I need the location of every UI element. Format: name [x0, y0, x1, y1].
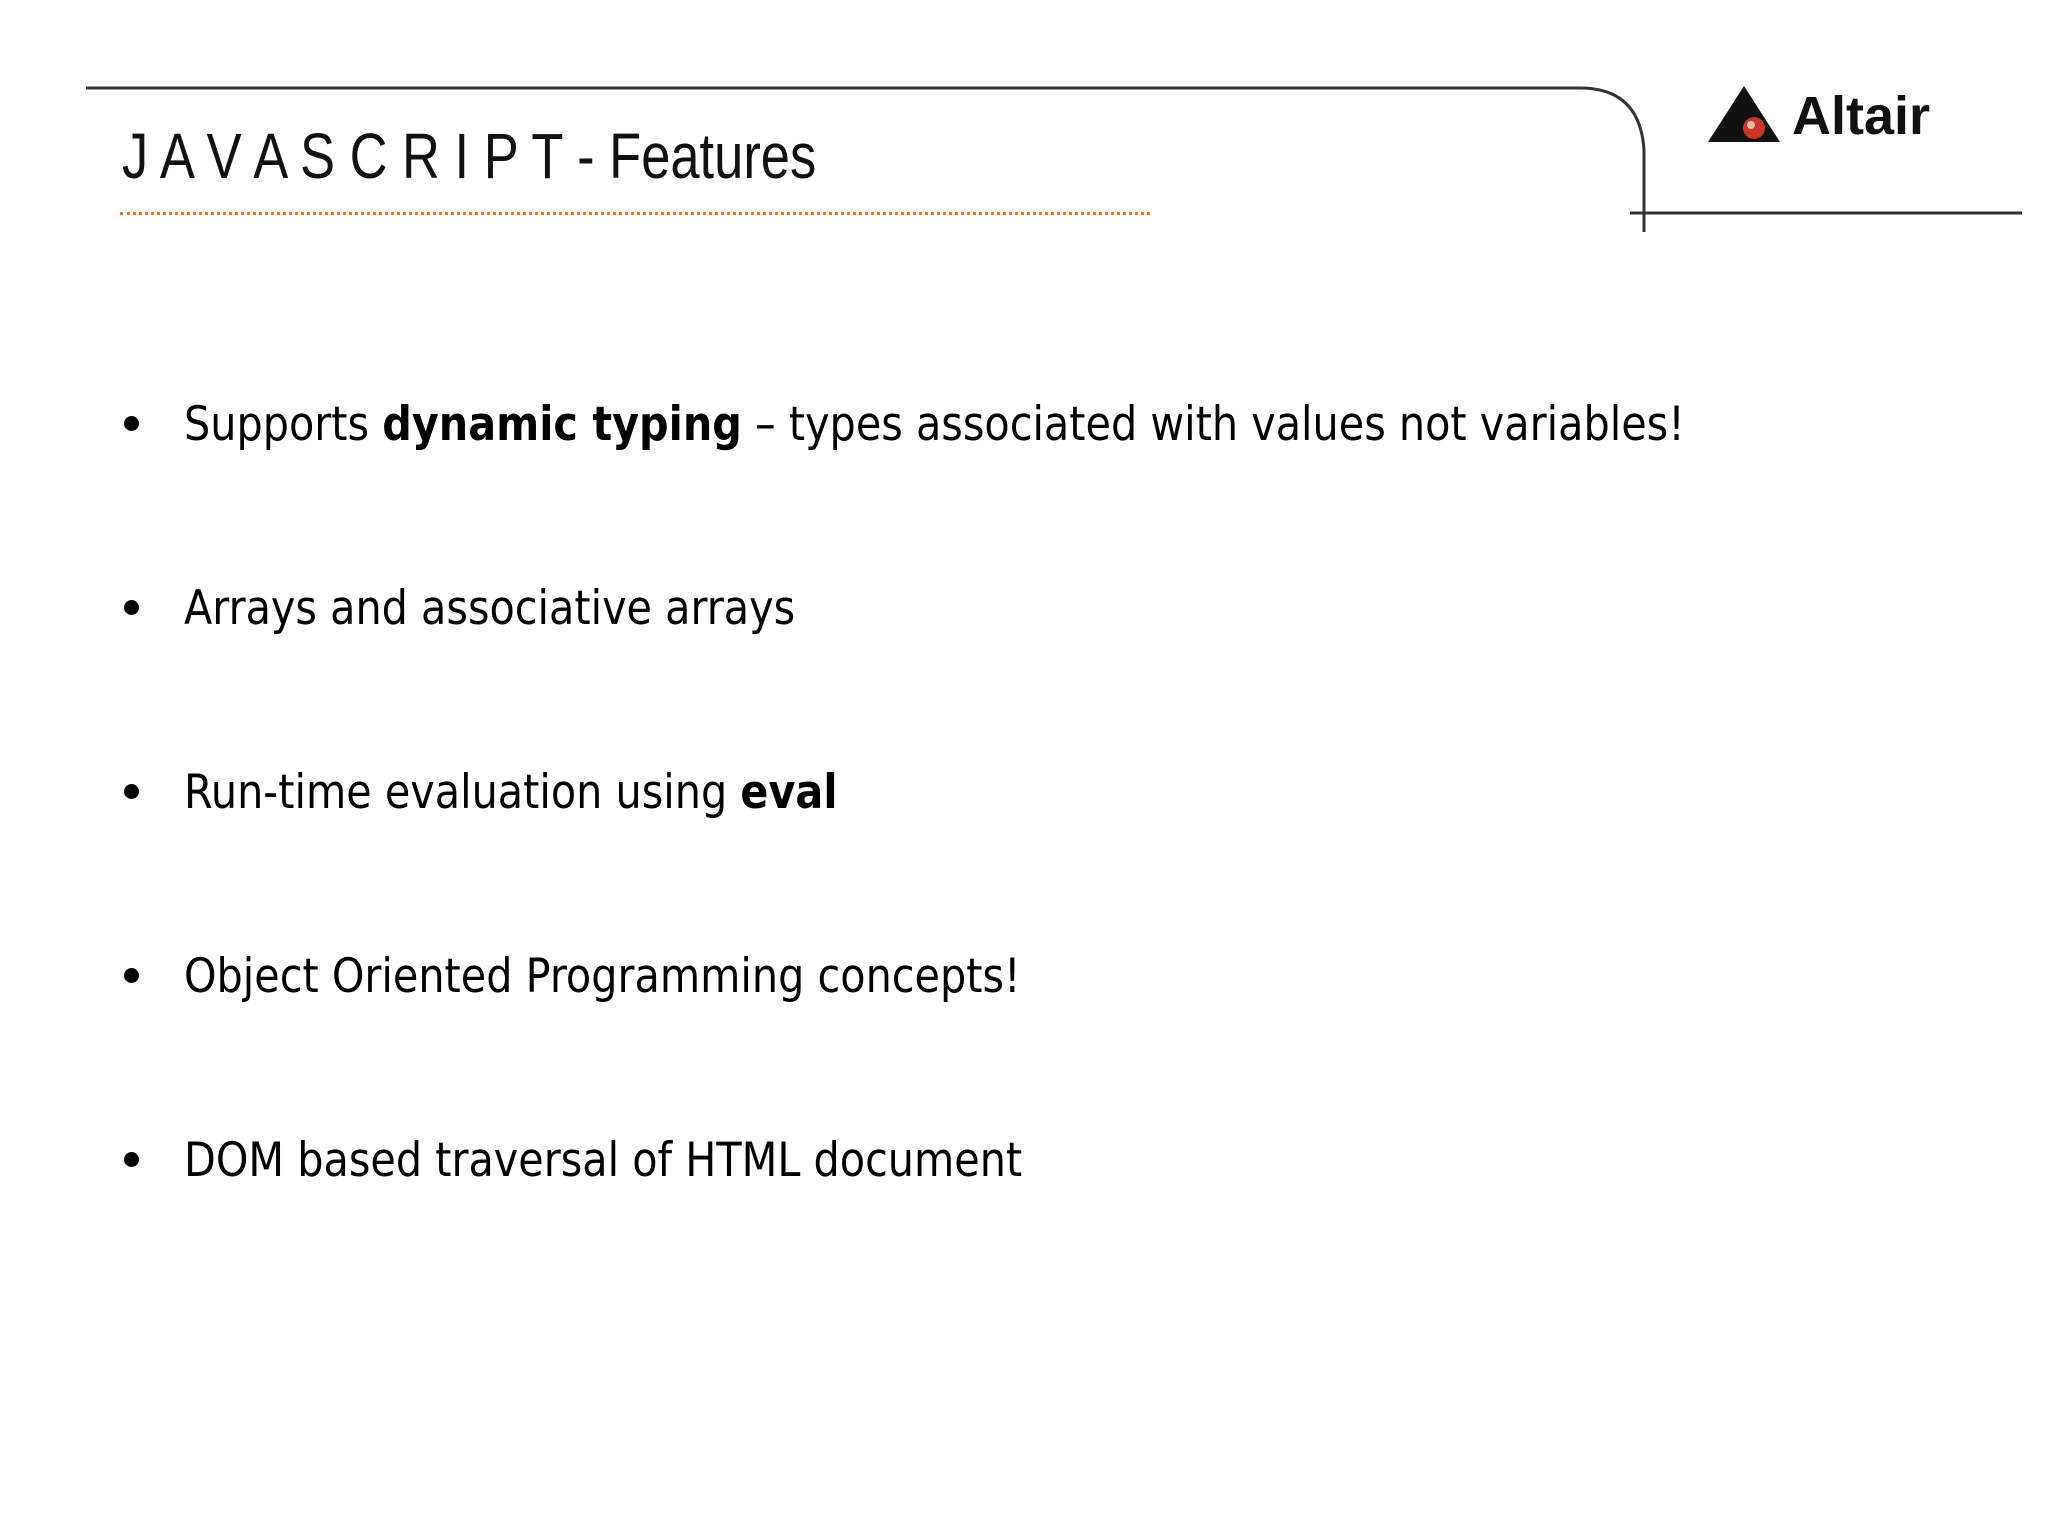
- bullet-segment: Supports: [184, 397, 383, 452]
- altair-logo-mark-icon: [1708, 84, 1784, 144]
- bullet-dot-icon: [124, 968, 139, 983]
- bullet-dot-icon: [124, 1152, 139, 1167]
- bullet-segment: Object Oriented Programming concepts!: [184, 949, 1021, 1004]
- bullet-bold-segment: eval: [740, 765, 838, 820]
- bullet-text: [184, 942, 1021, 1012]
- bullet-text: [184, 1126, 1022, 1196]
- altair-logo: [1708, 84, 1968, 148]
- bullet-segment: DOM based traversal of HTML document: [184, 1133, 1023, 1188]
- bullet-dot-icon: [124, 784, 139, 799]
- bullet-text: [184, 390, 1685, 460]
- bullet-dot-icon: [124, 416, 139, 431]
- bullet-segment: – types associated with values not variables!: [741, 397, 1685, 452]
- title-underline: [120, 212, 1150, 215]
- slide-title: J A V A S C R I P T - Features: [122, 120, 817, 192]
- bullet-dot-icon: [124, 600, 139, 615]
- altair-logo-text: Altair: [1792, 86, 1931, 146]
- bullet-text: [184, 758, 837, 828]
- bullet-text: [184, 574, 795, 644]
- bullet-segment: Run-time evaluation using: [184, 765, 741, 820]
- bullet-segment: Arrays and associative arrays: [184, 581, 796, 636]
- bullet-bold-segment: dynamic typing: [382, 397, 742, 452]
